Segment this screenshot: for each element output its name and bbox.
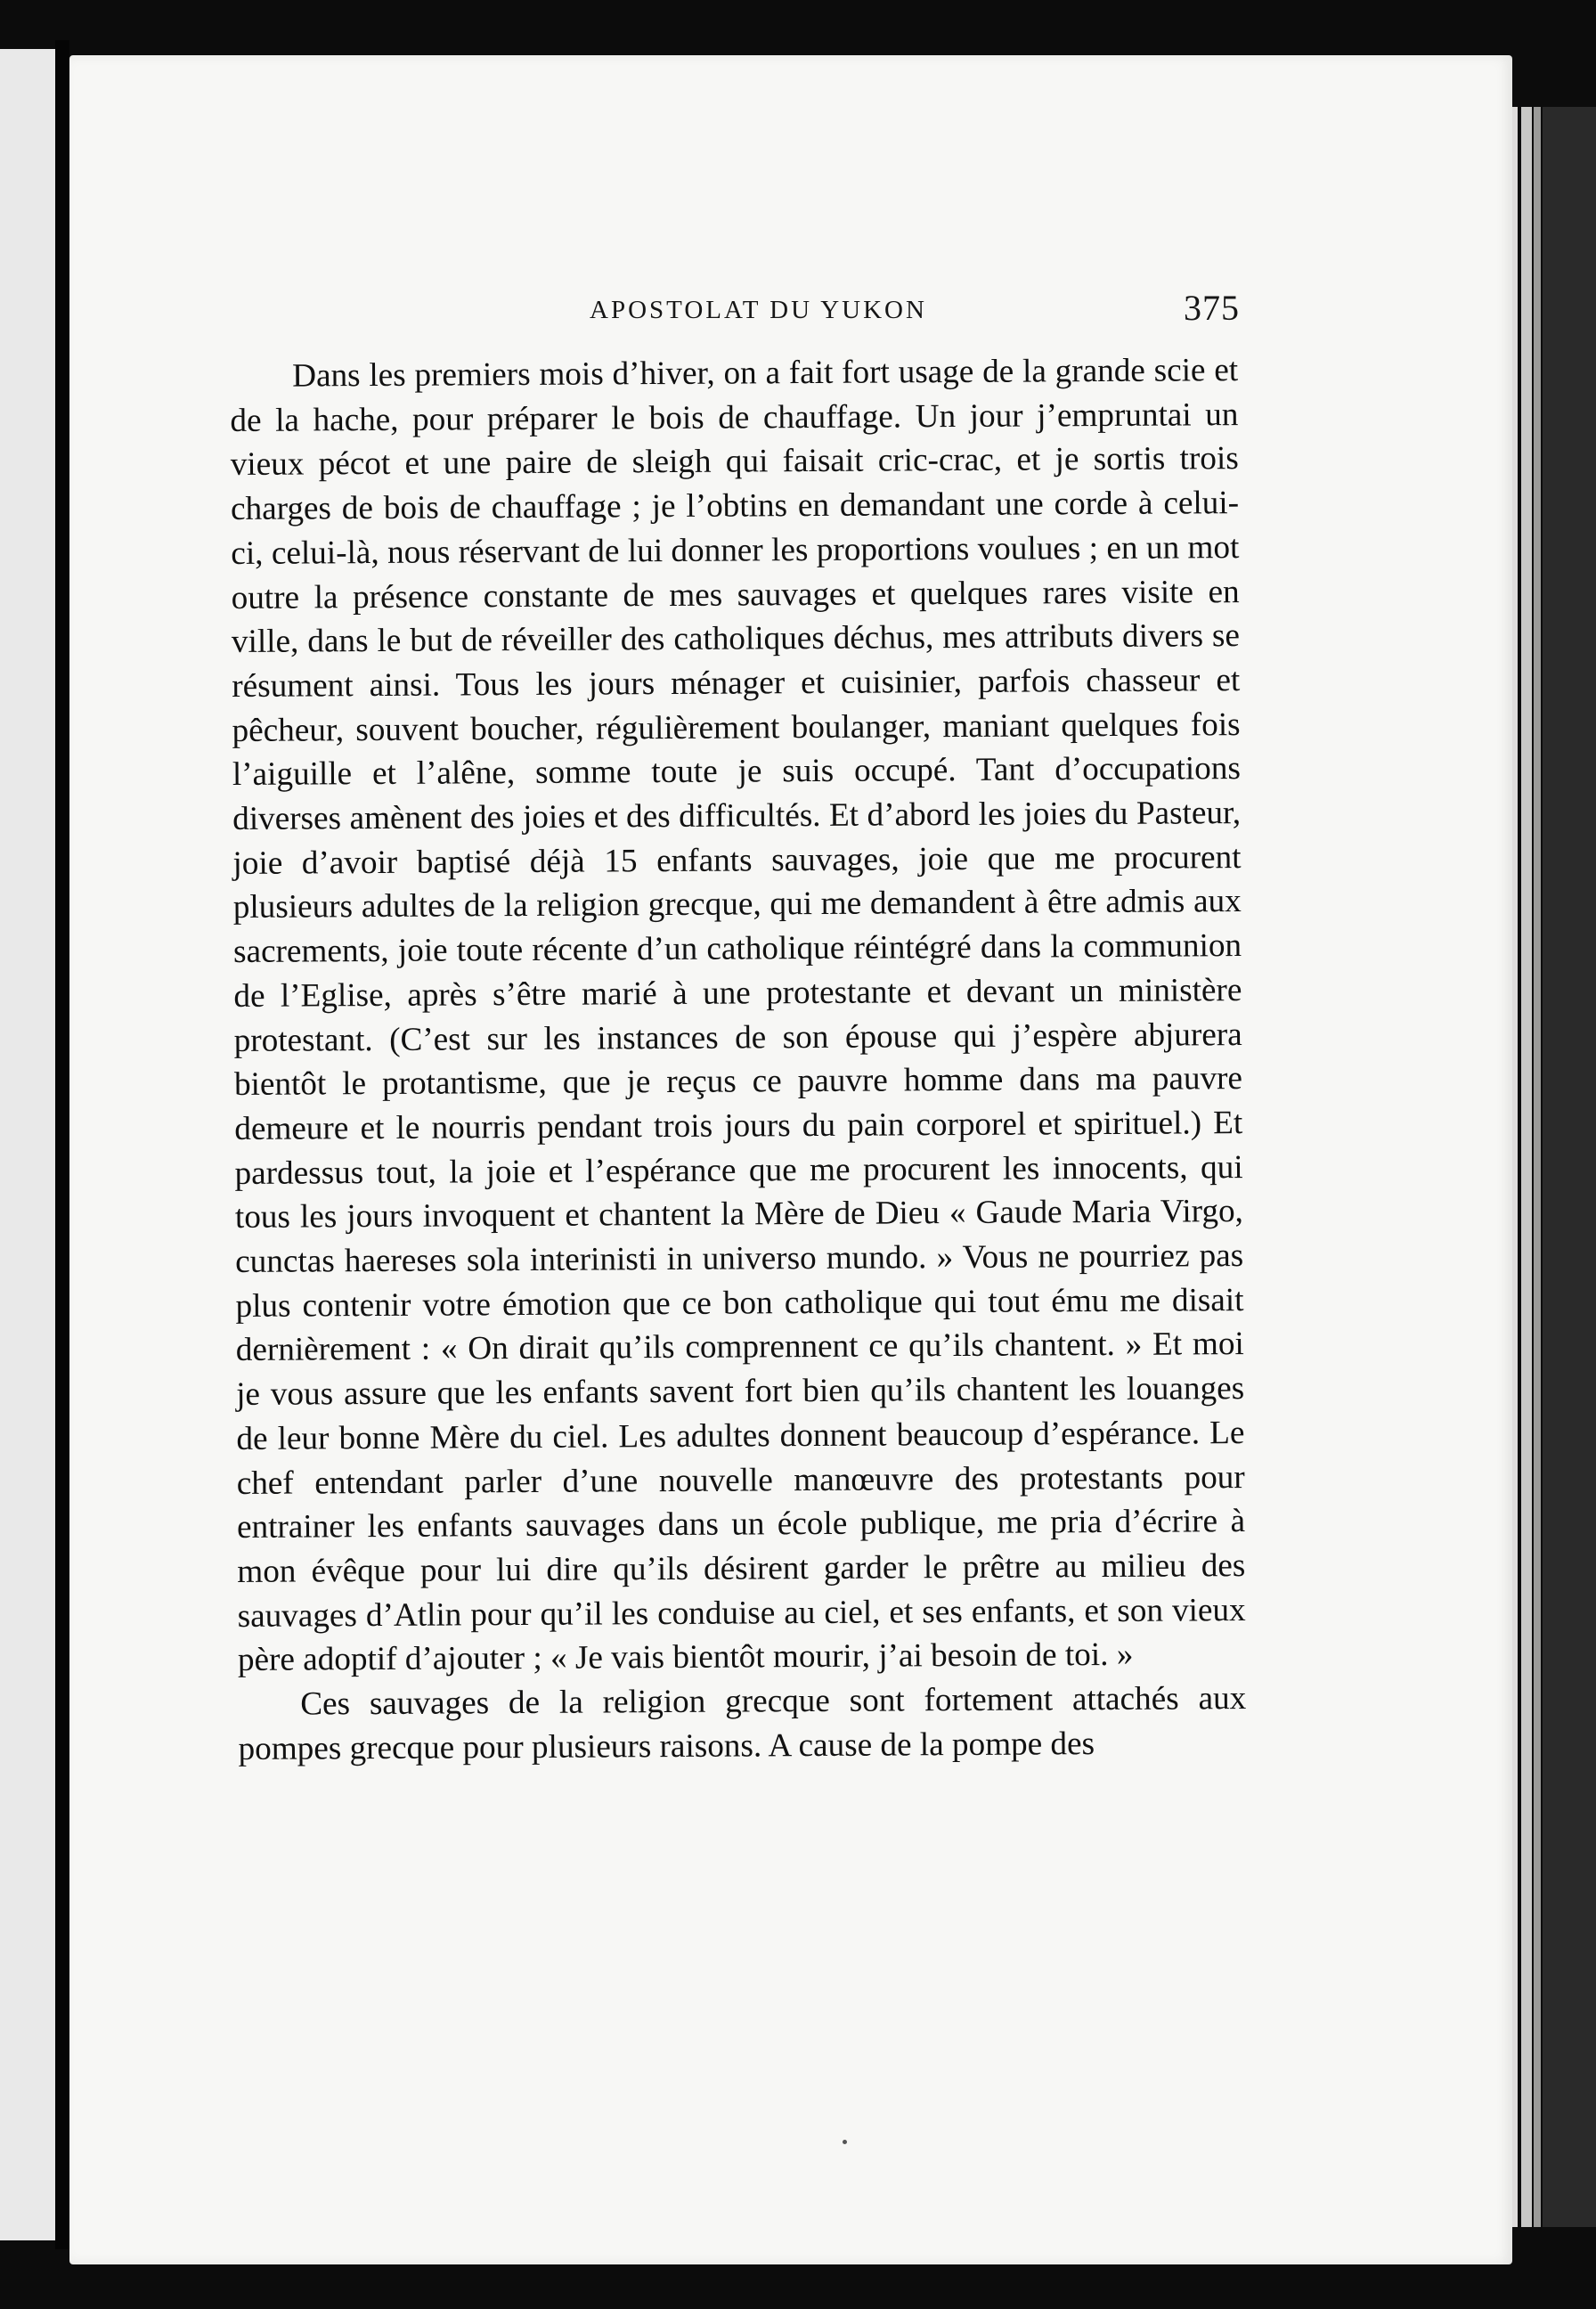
paragraph: Ces sauvages de la religion grecque sont fortement attachés aux pompes grecque pour plusieurs raisons. A cause de la pompe des: [238, 1680, 1247, 1767]
page-edge-stack: [1521, 107, 1532, 2227]
book-cover-edge: [1543, 107, 1596, 2227]
previous-page-edge: [0, 49, 55, 2240]
page-edge-stack: [1534, 107, 1541, 2227]
running-title: APOSTOLAT DU YUKON: [590, 296, 927, 324]
binding-shadow: [55, 40, 69, 2249]
paragraph: Dans les premiers mois d’hiver, on a fait fort usage de la grande scie et de la hache, pour préparer le bois de chauffage. Un jour j’empruntai un vieux pécot et une paire de sleigh qui faisait cric-crac, et je sortis trois charges de bois de chauffage ; je l’obtins en demandant une corde à celui-ci, celui-là, nous réservant de lui donner les proportions voulues ; en un mot outre la présence constante de mes sauvages et quelques rares visite en ville, dans le but de réveiller des catholiques déchus, mes attributs divers se résument ainsi. Tous les jours ménager et cuisinier, parfois chasseur et pêcheur, souvent boucher, régulièrement boulanger, maniant quelques fois l’aiguille et l’alêne, somme toute je suis occupé. Tant d’occupations diverses amènent des joies et des difficultés. Et d’abord les joies du Pasteur, joie d’avoir baptisé déjà 15 enfants sauvages, joie que me procurent plusieurs adultes de la religion grecque, qui me demandent à être admis aux sacrements, joie toute récente d’un catholique réintégré dans la communion de l’Eglise, après s’être marié à une protestante et devant un ministère protestant. (C’est sur les instances de son épouse qui j’espère abjurera bientôt le protantisme, que je reçus ce pauvre homme dans ma pauvre demeure et le nourris pendant trois jours du pain corporel et spirituel.) Et pardessus tout, la joie et l’espérance que me procurent les innocents, qui tous les jours invoquent et chantent la Mère de Dieu « Gaude Maria Virgo, cunctas haereses sola interinisti in universo mundo. » Vous ne pourriez pas plus contenir votre émotion que ce bon catholique qui tout ému me disait dernièrement : « On dirait qu’ils comprennent ce qu’ils chantent. » Et moi je vous assure que les enfants savent fort bien qu’ils chantent les louanges de leur bonne Mère du ciel. Les adultes donnent beaucoup d’espérance. Le chef entendant parler d’une nouvelle manœuvre des protestants pour entrainer les enfants sauvages dans un école publique, me pria d’écrire à mon évêque pour lui dire qu’ils désirent garder le prêtre au milieu des sauvages d’Atlin pour qu’il les conduise au ciel, et ses enfants, et son vieux père adoptif d’ajouter ; « Je vais bientôt mourir, j’ai besoin de toi. »: [230, 352, 1246, 1679]
page-body: [230, 348, 1247, 1771]
page-header: [233, 287, 1240, 337]
page-number: 375: [1184, 288, 1240, 328]
print-speck: [843, 2140, 847, 2144]
